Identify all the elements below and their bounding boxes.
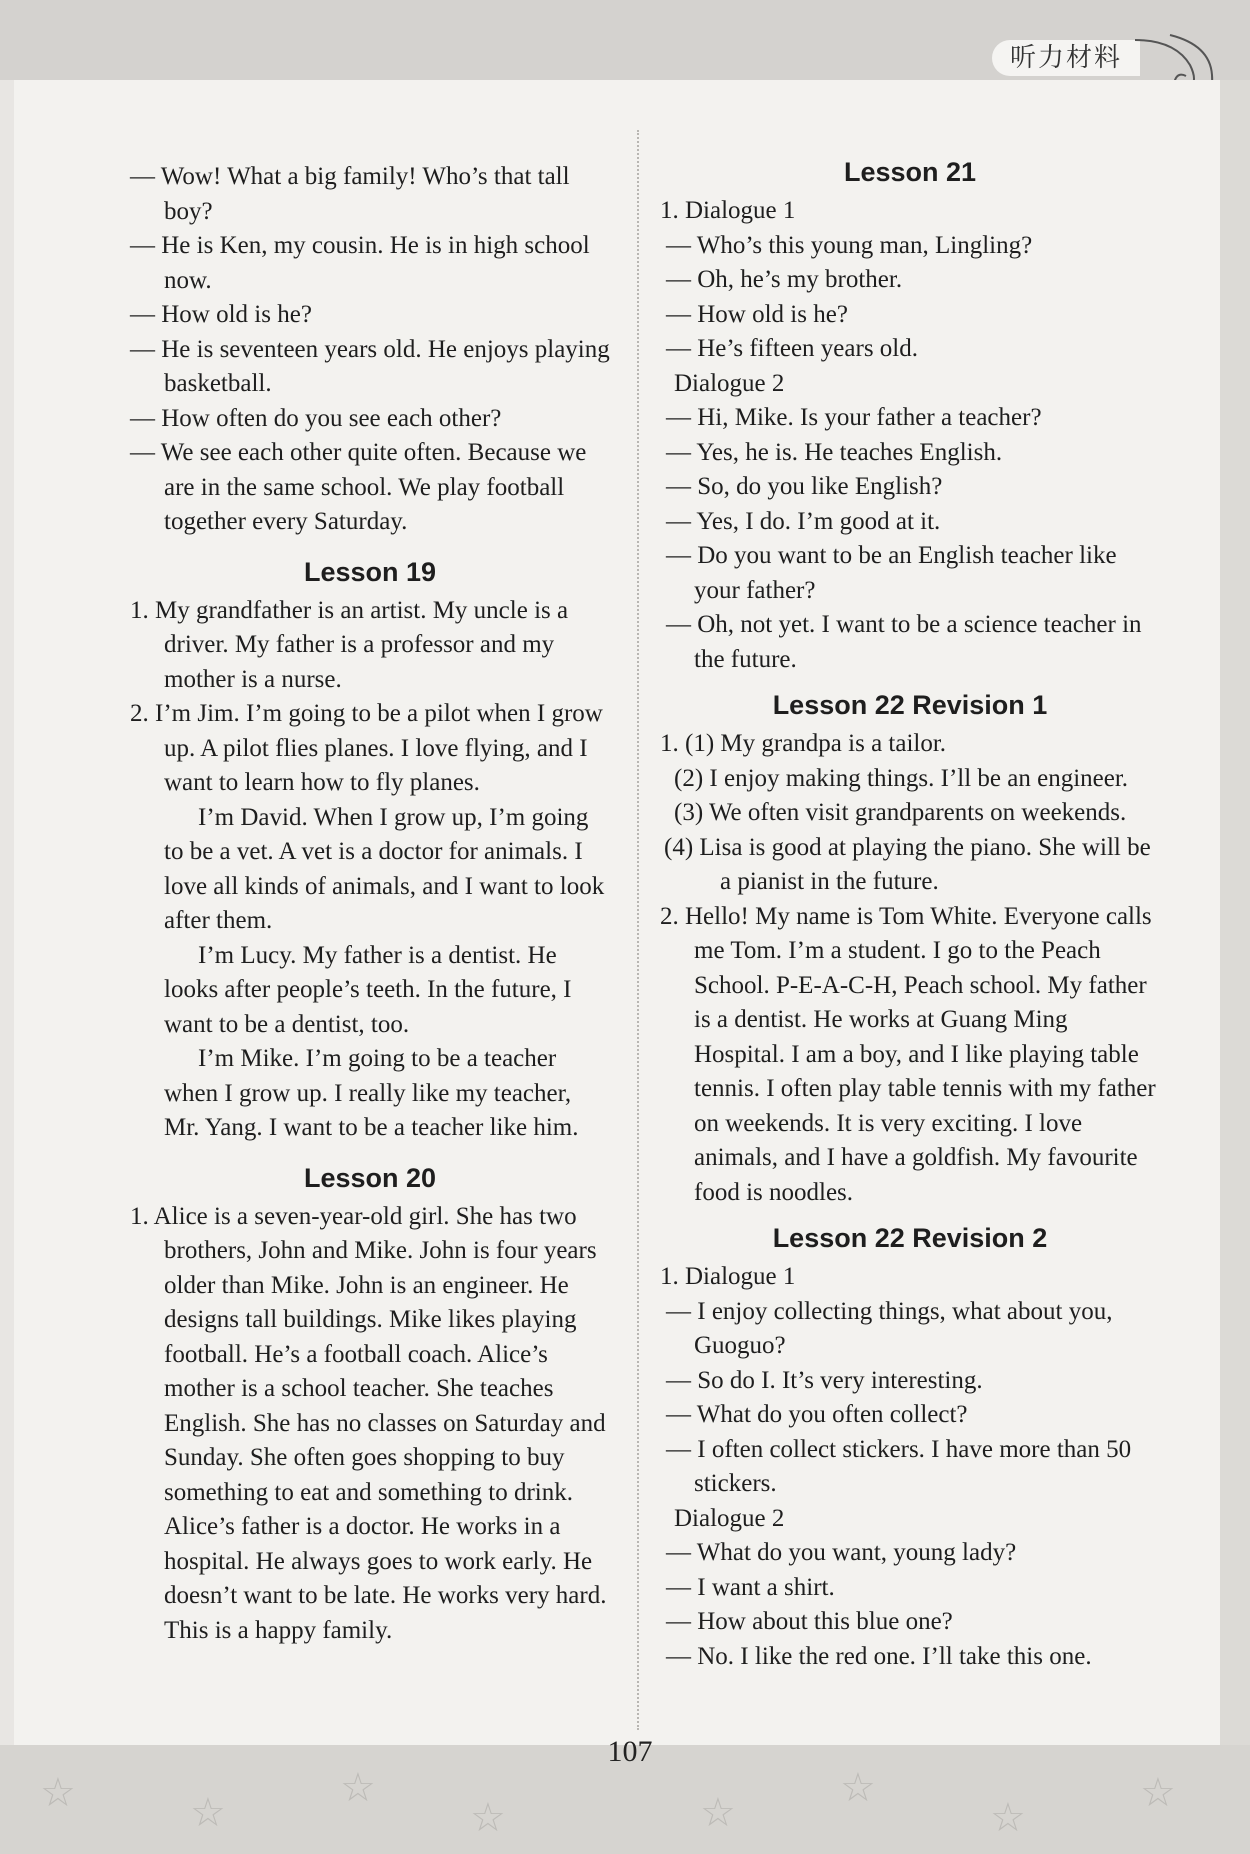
dialogue-line: — How old is he?	[130, 301, 312, 328]
dialogue-line: — Yes, he is. He teaches English.	[666, 438, 1003, 466]
lesson-19-paragraph: I’m Mike. I’m going to be a teacher when I grow up. I really like my teacher, Mr. Yang. I want to be a teacher like him.	[164, 1045, 579, 1141]
dialogue-line: — Hi, Mike. Is your father a teacher?	[666, 404, 1042, 431]
dialogue-line: — What do you want, young lady?	[666, 1539, 1017, 1566]
dialogue-label: 1. Dialogue 1	[660, 197, 796, 224]
revision-1-line: (4) Lisa is good at playing the piano. She will be a pianist in the future.	[664, 833, 1151, 895]
star-icon: ☆	[990, 1795, 1026, 1841]
star-icon: ☆	[340, 1765, 376, 1811]
dialogue-line: — How often do you see each other?	[130, 404, 502, 432]
lesson-21-heading: Lesson 21	[843, 157, 977, 187]
revision-1-line: (3) We often visit grandparents on weekends.	[674, 799, 1127, 826]
star-icon: ☆	[840, 1765, 876, 1811]
star-icon: ☆	[1140, 1770, 1176, 1816]
dialogue-line: — He is Ken, my cousin. He is in high school now.	[130, 232, 590, 294]
right-column	[660, 152, 1160, 1674]
dialogue-line: — So do I. It’s very interesting.	[666, 1366, 983, 1394]
dialogue-line: — Wow! What a big family! Who’s that tall boy?	[130, 163, 570, 225]
lesson-19-paragraph: I’m Lucy. My father is a dentist. He looks after people’s teeth. In the future, I want to be a dentist, too.	[164, 941, 572, 1038]
star-icon: ☆	[470, 1795, 506, 1841]
star-icon: ☆	[700, 1790, 736, 1836]
dialogue-line: — Oh, he’s my brother.	[666, 266, 903, 293]
page-edge	[1220, 80, 1250, 1745]
lesson-20-item-1: 1. Alice is a seven-year-old girl. She has two brothers, John and Mike. John is four years older than Mike. John is an engineer. He designs tall buildings. Mike likes playing football. He’s a football coach. Alice’s mother is a school teacher. She teaches English. She has no classes on Saturday and Sunday. She often goes shopping to buy something to eat and something to drink. Alice’s father is a doctor. He works in a hospital. He always goes to work early. He doesn’t want to be late. He works very hard. This is a happy family.	[130, 1202, 607, 1644]
dialogue-line: — I enjoy collecting things, what about you, Guoguo?	[666, 1297, 1113, 1359]
dialogue-label: Dialogue 2	[674, 369, 785, 397]
dialogue-line: — Oh, not yet. I want to be a science teacher in the future.	[666, 611, 1142, 673]
dialogue-line: — He is seventeen years old. He enjoys playing basketball.	[130, 335, 610, 397]
dialogue-line: — Yes, I do. I’m good at it.	[666, 507, 941, 535]
star-icon: ☆	[40, 1770, 76, 1816]
dialogue-line: — What do you often collect?	[666, 1401, 968, 1428]
lesson-19-heading: Lesson 19	[303, 556, 437, 587]
dialogue-line: — I want a shirt.	[666, 1573, 835, 1601]
left-column	[130, 160, 610, 1648]
revision-1-line: 1. (1) My grandpa is a tailor.	[660, 730, 947, 757]
revision-1-heading: Lesson 22 Revision 1	[772, 690, 1048, 720]
dialogue-line: — He’s fifteen years old.	[666, 335, 919, 362]
dialogue-line: — Do you want to be an English teacher like your father?	[666, 542, 1117, 604]
dialogue-label: 1. Dialogue 1	[660, 1263, 796, 1290]
section-tag: 听力材料	[992, 40, 1140, 76]
dialogue-label: Dialogue 2	[674, 1504, 785, 1532]
dialogue-line: — I often collect stickers. I have more than 50 stickers.	[666, 1435, 1132, 1497]
lesson-19-item-2: 2. I’m Jim. I’m going to be a pilot when I grow up. A pilot flies planes. I love flying, and I want to learn how to fly planes.	[130, 700, 603, 796]
dialogue-line: — No. I like the red one. I’ll take this one.	[666, 1642, 1092, 1670]
dialogue-line: — Who’s this young man, Lingling?	[666, 231, 1033, 259]
dialogue-line: — We see each other quite often. Because we are in the same school. We play football together every Saturday.	[130, 439, 587, 535]
dialogue-line: — How old is he?	[666, 300, 848, 328]
dialogue-line: — How about this blue one?	[666, 1608, 953, 1635]
revision-2-heading: Lesson 22 Revision 2	[772, 1223, 1048, 1253]
revision-1-item-2: 2. Hello! My name is Tom White. Everyone calls me Tom. I’m a student. I go to the Peach School. P-E-A-C-H, Peach school. My father is a dentist. He works at Guang Ming Hospital. I am a boy, and I like playing table tennis. I often play table tennis with my father on weekends. It is very exciting. I love animals, and I have a goldfish. My favourite food is noodles.	[660, 902, 1156, 1206]
dialogue-line: — So, do you like English?	[666, 473, 943, 500]
lesson-19-item-1: 1. My grandfather is an artist. My uncle is a driver. My father is a professor and my mother is a nurse.	[130, 596, 569, 693]
page-number: 107	[607, 1735, 653, 1768]
lesson-20-heading: Lesson 20	[303, 1162, 437, 1193]
column-divider	[637, 130, 639, 1730]
star-icon: ☆	[190, 1790, 226, 1836]
lesson-19-paragraph: I’m David. When I grow up, I’m going to be a vet. A vet is a doctor for animals. I love all kinds of animals, and I want to look after them.	[164, 803, 605, 934]
revision-1-line: (2) I enjoy making things. I’ll be an engineer.	[674, 764, 1129, 792]
